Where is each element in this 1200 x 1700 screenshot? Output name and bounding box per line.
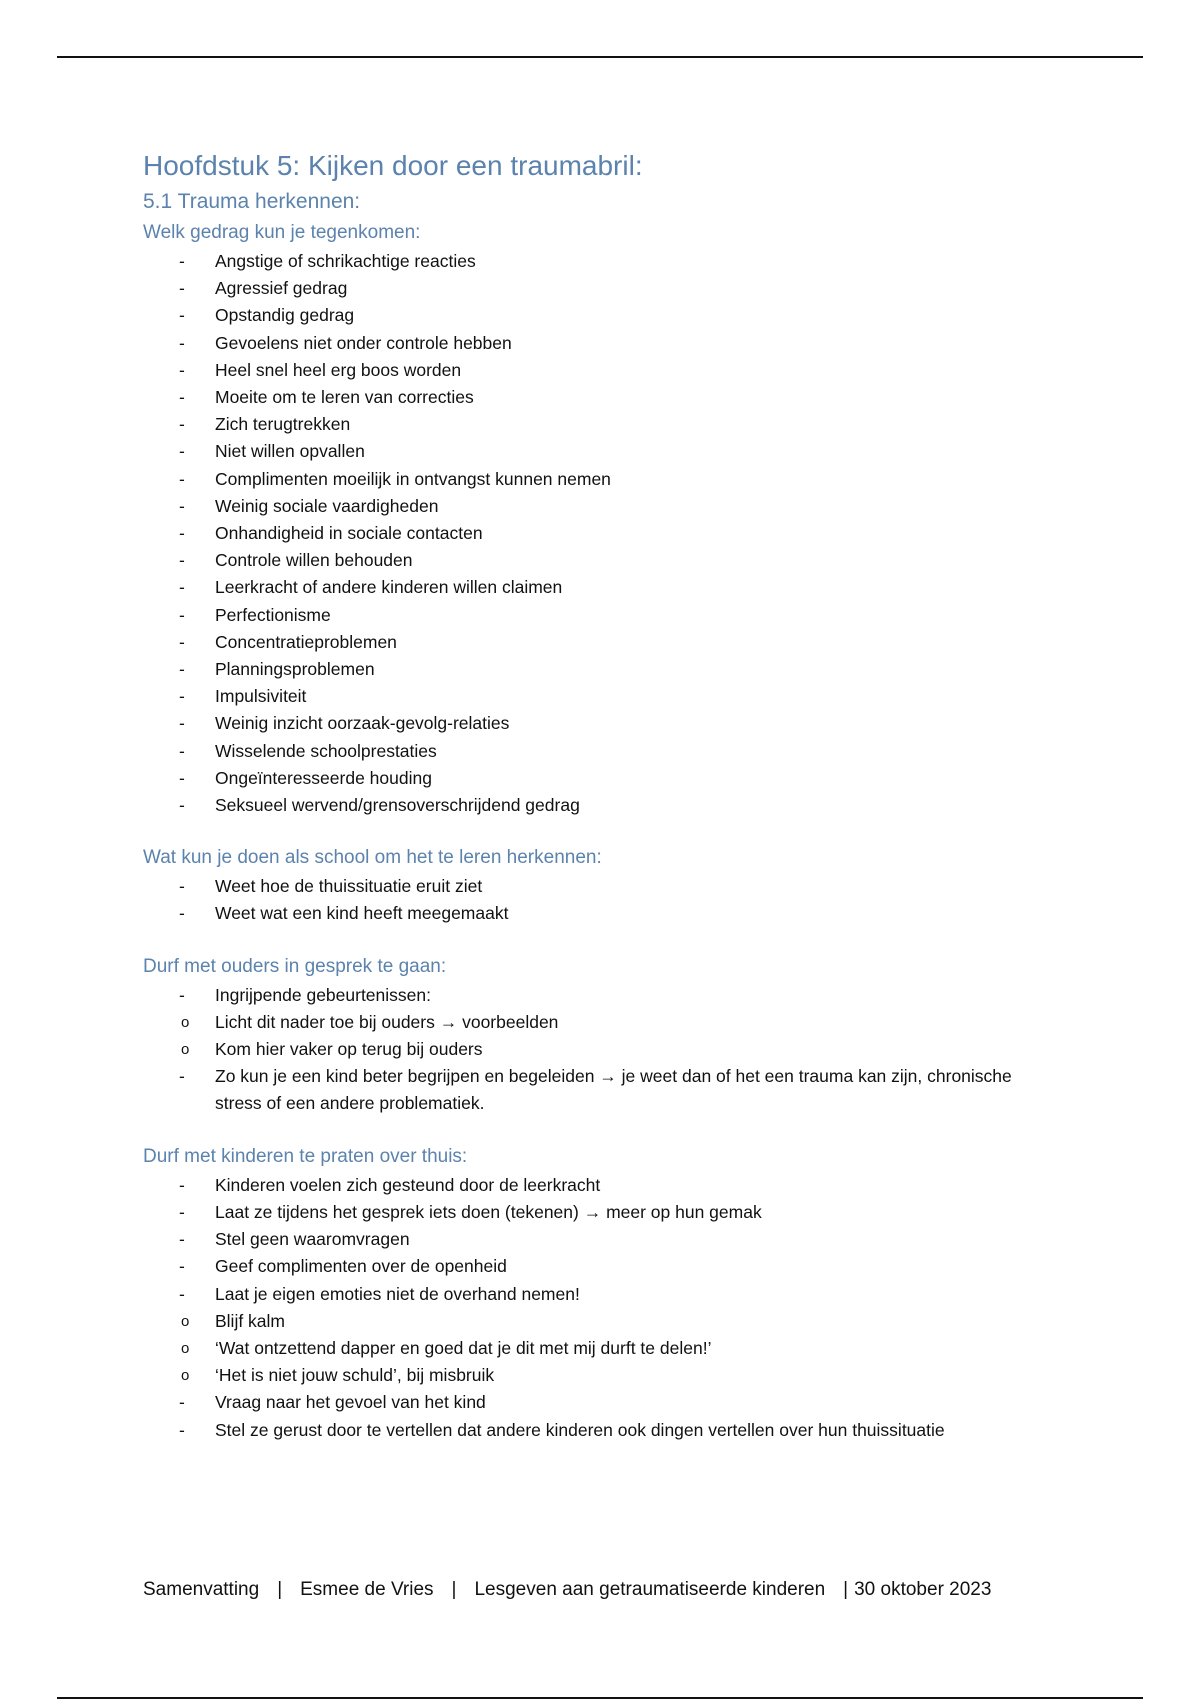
list-item-text: Weinig inzicht oorzaak-gevolg-relaties: [215, 713, 510, 734]
dash-bullet: -: [179, 414, 185, 435]
heading-ouders: Durf met ouders in gesprek te gaan:: [143, 955, 447, 977]
list-item: [143, 1335, 1063, 1362]
list-item: [143, 1253, 1063, 1280]
list-item: [143, 1308, 1063, 1335]
footer-separator: |: [451, 1579, 457, 1600]
list-item-text: Weet wat een kind heeft meegemaakt: [215, 903, 509, 924]
list-item-text: Weinig sociale vaardigheden: [215, 495, 439, 516]
list-item: [143, 574, 1063, 601]
list-item-text: Ingrijpende gebeurtenissen:: [215, 984, 431, 1005]
footer-separator: |: [277, 1579, 283, 1600]
list-item-text: Angstige of schrikachtige reacties: [215, 251, 476, 271]
list-item-text: Gevoelens niet onder controle hebben: [215, 332, 512, 353]
list-item-text: Leerkracht of andere kinderen willen claimen: [215, 577, 563, 598]
list-item: [143, 738, 1063, 765]
list-item-text: ‘Het is niet jouw schuld’, bij misbruik: [215, 1365, 495, 1386]
dash-bullet: -: [179, 359, 185, 380]
list-item-text: Complimenten moeilijk in ontvangst kunnen nemen: [215, 468, 611, 489]
list-item-text: Opstandig gedrag: [215, 305, 355, 326]
chapter-title: Hoofdstuk 5: Kijken door een traumabril:: [143, 150, 643, 181]
list-item: [143, 493, 1063, 520]
list-item: [143, 1281, 1063, 1308]
dash-bullet: -: [179, 876, 185, 897]
list-item-text: Laat je eigen emoties niet de overhand nemen!: [215, 1283, 580, 1304]
dash-bullet: -: [179, 604, 185, 625]
dash-bullet: -: [179, 1229, 185, 1250]
list-item-text: Niet willen opvallen: [215, 441, 365, 462]
list-item: [143, 466, 1063, 493]
list-item-text: ‘Wat ontzettend dapper en goed dat je dit met mij durft te delen!’: [215, 1337, 712, 1358]
dash-bullet: -: [179, 767, 185, 788]
list-item-text: Planningsproblemen: [215, 659, 375, 680]
list-item: [143, 792, 1063, 819]
dash-bullet: -: [179, 278, 185, 299]
circle-bullet: o: [181, 1312, 190, 1330]
dash-bullet: -: [179, 441, 185, 462]
list-item-text: Moeite om te leren van correcties: [215, 387, 474, 408]
list-item: [143, 411, 1063, 438]
sublist-kinderen: [143, 1308, 1063, 1390]
dash-bullet: -: [179, 550, 185, 571]
page-footer: [143, 1577, 991, 1603]
dash-bullet: -: [179, 903, 185, 924]
page-content: [143, 146, 1063, 1444]
dash-bullet: -: [179, 1201, 185, 1222]
dash-bullet: -: [179, 686, 185, 707]
dash-bullet: -: [179, 577, 185, 598]
footer-rule: [57, 1697, 1143, 1699]
list-item: [143, 710, 1063, 737]
list-school: [143, 873, 1063, 927]
list-kinderen-b: [143, 1389, 1063, 1443]
list-item-text: Perfectionisme: [215, 604, 331, 625]
footer-doc-type: Samenvatting: [143, 1579, 260, 1600]
list-gedrag: [143, 248, 1063, 819]
dash-bullet: -: [179, 495, 185, 516]
dash-bullet: -: [179, 795, 185, 816]
list-item: [143, 629, 1063, 656]
footer-course: Lesgeven aan getraumatiseerde kinderen: [474, 1579, 826, 1600]
list-item: [143, 683, 1063, 710]
list-item-text: Seksueel wervend/grensoverschrijdend gedrag: [215, 795, 580, 816]
list-item: [143, 1417, 1063, 1444]
list-item: [143, 1389, 1063, 1416]
list-item: [143, 275, 1063, 302]
list-item: [143, 1362, 1063, 1389]
dash-bullet: -: [179, 740, 185, 761]
dash-bullet: -: [179, 631, 185, 652]
circle-bullet: o: [181, 1339, 190, 1357]
list-item: [143, 1036, 1063, 1063]
list-item-text: Licht dit nader toe bij ouders → voorbeelden: [215, 1011, 559, 1032]
list-item: [143, 330, 1063, 357]
list-item: [143, 357, 1063, 384]
dash-bullet: -: [179, 1283, 185, 1304]
circle-bullet: o: [181, 1041, 190, 1059]
list-item: [143, 547, 1063, 574]
circle-bullet: o: [181, 1013, 190, 1031]
list-item-text: Onhandigheid in sociale contacten: [215, 523, 483, 544]
dash-bullet: -: [179, 1066, 185, 1087]
list-item-text: Vraag naar het gevoel van het kind: [215, 1392, 486, 1413]
circle-bullet: o: [181, 1367, 190, 1385]
footer-author: Esmee de Vries: [300, 1579, 434, 1600]
list-item: [143, 1226, 1063, 1253]
list-item: [143, 248, 1063, 275]
list-item-text: Concentratieproblemen: [215, 631, 397, 652]
list-item: [143, 520, 1063, 547]
list-item-text: Kinderen voelen zich gesteund door de leerkracht: [215, 1174, 601, 1195]
list-item: [143, 1009, 1063, 1036]
list-item-text: Impulsiviteit: [215, 686, 307, 707]
list-item-text: Ongeïnteresseerde houding: [215, 767, 432, 788]
footer-separator: |: [843, 1579, 849, 1600]
list-item-text: Stel geen waaromvragen: [215, 1229, 410, 1250]
list-item-text: Geef complimenten over de openheid: [215, 1256, 507, 1277]
heading-school: Wat kun je doen als school om het te leren herkennen:: [143, 847, 602, 869]
list-item-text: Heel snel heel erg boos worden: [215, 359, 462, 380]
footer-date: 30 oktober 2023: [854, 1579, 992, 1600]
dash-bullet: -: [179, 984, 185, 1005]
list-item-text: Stel ze gerust door te vertellen dat andere kinderen ook dingen vertellen over hun thuissituatie: [215, 1419, 945, 1440]
list-item-text: Blijf kalm: [215, 1310, 286, 1331]
section-title: 5.1 Trauma herkennen:: [143, 190, 361, 213]
list-item: [143, 900, 1063, 927]
list-item: [143, 1063, 1063, 1117]
list-item: [143, 1199, 1063, 1226]
list-item: [143, 1172, 1063, 1199]
list-item: [143, 765, 1063, 792]
list-item: [143, 982, 1063, 1064]
list-item: [143, 602, 1063, 629]
dash-bullet: -: [179, 332, 185, 353]
list-item-text: Weet hoe de thuissituatie eruit ziet: [215, 876, 483, 897]
dash-bullet: -: [179, 1392, 185, 1413]
list-item-text: Laat ze tijdens het gesprek iets doen (tekenen) → meer op hun gemak: [215, 1201, 762, 1222]
list-item: [143, 656, 1063, 683]
dash-bullet: -: [179, 387, 185, 408]
dash-bullet: -: [179, 1256, 185, 1277]
sublist-ouders: [143, 1009, 1063, 1063]
list-item: [143, 384, 1063, 411]
list-item: [143, 302, 1063, 329]
list-item-text: Agressief gedrag: [215, 278, 348, 299]
dash-bullet: -: [179, 468, 185, 489]
heading-kinderen: Durf met kinderen te praten over thuis:: [143, 1145, 468, 1167]
heading-gedrag: Welk gedrag kun je tegenkomen:: [143, 222, 421, 243]
dash-bullet: -: [179, 659, 185, 680]
list-item: [143, 873, 1063, 900]
list-item-text: Controle willen behouden: [215, 550, 413, 571]
list-item-text: Kom hier vaker op terug bij ouders: [215, 1039, 483, 1060]
list-kinderen-a: [143, 1172, 1063, 1308]
list-ouders: [143, 982, 1063, 1118]
list-item-text: Zich terugtrekken: [215, 414, 351, 435]
header-rule: [57, 56, 1143, 58]
dash-bullet: -: [179, 305, 185, 326]
list-item-text: Zo kun je een kind beter begrijpen en begeleiden → je weet dan of het een trauma kan zijn, chronische stress of een andere problematiek.: [215, 1066, 1012, 1114]
dash-bullet: -: [179, 1174, 185, 1195]
dash-bullet: -: [179, 713, 185, 734]
dash-bullet: -: [179, 523, 185, 544]
dash-bullet: -: [179, 251, 185, 271]
list-item-text: Wisselende schoolprestaties: [215, 740, 437, 761]
dash-bullet: -: [179, 1419, 185, 1440]
list-item: [143, 438, 1063, 465]
